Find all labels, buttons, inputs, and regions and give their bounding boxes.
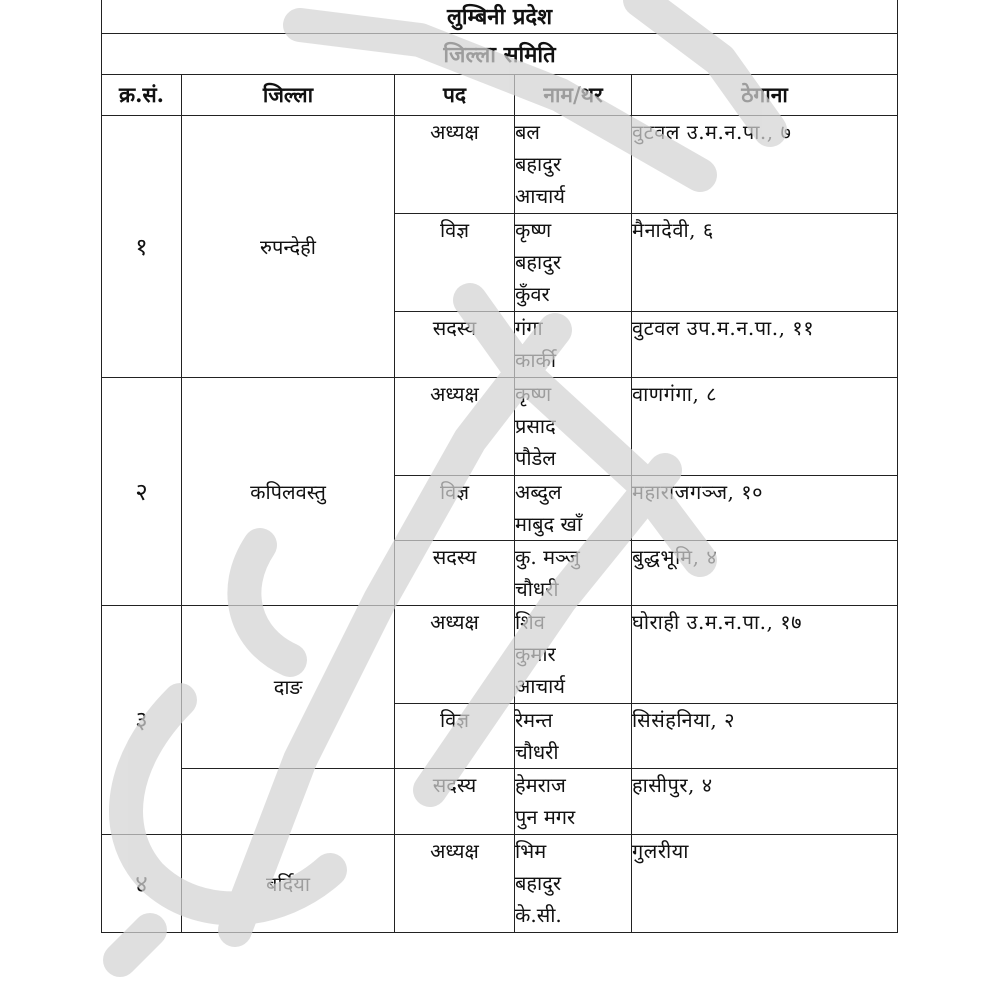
post-cell: अध्यक्ष bbox=[395, 606, 515, 704]
name-line: कु. मञ्जु bbox=[515, 545, 580, 569]
name-line: चौधरी bbox=[515, 577, 559, 601]
col-header-address: ठेगाना bbox=[632, 75, 898, 116]
address-cell: वाणगंगा, ८ bbox=[632, 378, 898, 476]
address-cell: वुटवल उ.म.न.पा., ७ bbox=[632, 116, 898, 214]
name-cell bbox=[515, 312, 632, 378]
name-cell bbox=[515, 214, 632, 312]
table-row bbox=[102, 606, 898, 704]
name-line: कुमार bbox=[515, 642, 556, 666]
district-name: दाङ bbox=[182, 606, 395, 769]
post-cell: सदस्य bbox=[395, 312, 515, 378]
address-cell: बुद्धभूमि, ४ bbox=[632, 541, 898, 606]
name-cell bbox=[515, 116, 632, 214]
col-header-district: जिल्ला bbox=[182, 75, 395, 116]
name-line: गंगा bbox=[515, 316, 543, 340]
name-cell bbox=[515, 835, 632, 933]
table-row bbox=[102, 378, 898, 476]
table-row bbox=[102, 835, 898, 933]
name-line: बल bbox=[515, 120, 540, 144]
name-cell bbox=[515, 541, 632, 606]
name-cell bbox=[515, 606, 632, 704]
name-line: हेमराज bbox=[515, 773, 566, 797]
subtitle-row bbox=[102, 34, 898, 75]
address-cell: हासीपुर, ४ bbox=[632, 769, 898, 835]
post-cell: अध्यक्ष bbox=[395, 378, 515, 476]
name-line: बहादुर bbox=[515, 250, 562, 274]
name-line: बहादुर bbox=[515, 152, 562, 176]
province-title: लुम्बिनी प्रदेश bbox=[102, 0, 898, 34]
address-cell: वुटवल उप.म.न.पा., ११ bbox=[632, 312, 898, 378]
name-line: कृष्ण bbox=[515, 218, 552, 242]
committee-subtitle: जिल्ला समिति bbox=[102, 34, 898, 75]
name-line: बहादुर bbox=[515, 871, 562, 895]
post-cell: अध्यक्ष bbox=[395, 116, 515, 214]
title-row bbox=[102, 0, 898, 34]
name-line: कृष्ण bbox=[515, 382, 552, 406]
name-line: रेमन्त bbox=[515, 708, 553, 732]
name-cell bbox=[515, 704, 632, 769]
name-line: के.सी. bbox=[515, 903, 562, 927]
header-row bbox=[102, 75, 898, 116]
name-line: भिम bbox=[515, 839, 547, 863]
empty-district-cell bbox=[182, 769, 395, 835]
name-line: पौडेल bbox=[515, 446, 556, 470]
serial-number: ३ bbox=[102, 606, 182, 835]
post-cell: विज्ञ bbox=[395, 704, 515, 769]
district-name: कपिलवस्तु bbox=[182, 378, 395, 606]
post-cell: विज्ञ bbox=[395, 214, 515, 312]
address-cell: सिसंहनिया, २ bbox=[632, 704, 898, 769]
name-line: शिव bbox=[515, 610, 545, 634]
address-cell: महाराजगञ्ज, १० bbox=[632, 476, 898, 541]
post-cell: सदस्य bbox=[395, 541, 515, 606]
serial-number: २ bbox=[102, 378, 182, 606]
col-header-name: नाम/थर bbox=[515, 75, 632, 116]
serial-number: १ bbox=[102, 116, 182, 378]
name-line: पुन मगर bbox=[515, 805, 576, 829]
name-line: अब्दुल bbox=[515, 480, 562, 504]
col-header-post: पद bbox=[395, 75, 515, 116]
name-line: आचार्य bbox=[515, 184, 565, 208]
post-cell: विज्ञ bbox=[395, 476, 515, 541]
name-cell bbox=[515, 378, 632, 476]
name-line: कार्की bbox=[515, 348, 557, 372]
name-cell bbox=[515, 769, 632, 835]
post-cell: अध्यक्ष bbox=[395, 835, 515, 933]
table-row bbox=[102, 769, 898, 835]
name-line: कुँवर bbox=[515, 282, 550, 306]
name-line: प्रसाद bbox=[515, 414, 556, 438]
district-name: बर्दिया bbox=[182, 835, 395, 933]
serial-number: ४ bbox=[102, 835, 182, 933]
col-header-sn: क्र.सं. bbox=[102, 75, 182, 116]
name-line: आचार्य bbox=[515, 674, 565, 698]
address-cell: मैनादेवी, ६ bbox=[632, 214, 898, 312]
committee-table bbox=[101, 0, 898, 933]
name-line: माबुद खाँ bbox=[515, 512, 583, 536]
address-cell: घोराही उ.म.न.पा., १७ bbox=[632, 606, 898, 704]
table-row bbox=[102, 116, 898, 214]
name-cell bbox=[515, 476, 632, 541]
district-name: रुपन्देही bbox=[182, 116, 395, 378]
name-line: चौधरी bbox=[515, 740, 559, 764]
address-cell: गुलरीया bbox=[632, 835, 898, 933]
post-cell: सदस्य bbox=[395, 769, 515, 835]
